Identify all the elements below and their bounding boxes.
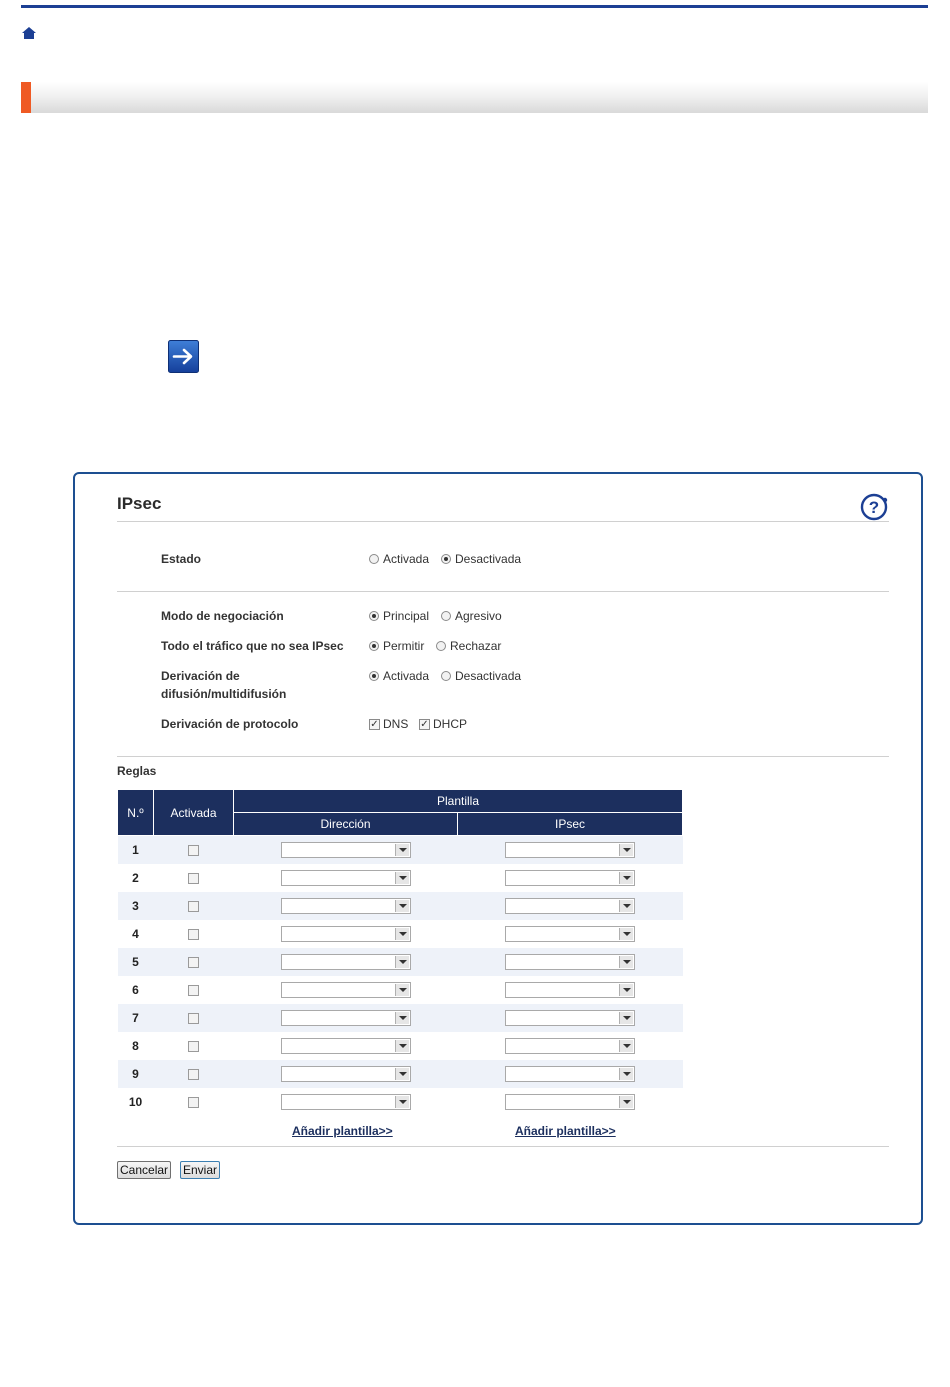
- options-divider: [117, 756, 889, 757]
- trafico-label: Todo el tráfico que no sea IPsec: [161, 639, 344, 653]
- rule-direccion-cell: [234, 1032, 458, 1060]
- modo-principal-radio[interactable]: [369, 611, 379, 621]
- trafico-permitir-option[interactable]: [369, 639, 424, 653]
- rule-activada-checkbox[interactable]: [188, 985, 199, 996]
- top-divider: [21, 5, 928, 8]
- rule-activada-checkbox[interactable]: [188, 1097, 199, 1108]
- table-row: [118, 1088, 683, 1116]
- difusion-activada-radio[interactable]: [369, 671, 379, 681]
- ipsec-select[interactable]: [505, 842, 635, 858]
- section-title-bar: [21, 82, 928, 113]
- rule-number: 4: [118, 920, 154, 948]
- trafico-rechazar-option[interactable]: [436, 639, 501, 653]
- chevron-down-icon[interactable]: [395, 1068, 409, 1080]
- direccion-select[interactable]: [281, 926, 411, 942]
- modo-agresivo-label: Agresivo: [455, 609, 502, 623]
- ipsec-select[interactable]: [505, 1038, 635, 1054]
- header-activada: Activada: [154, 790, 234, 836]
- rule-ipsec-cell: [458, 892, 683, 920]
- table-row: [118, 1004, 683, 1032]
- modo-agresivo-radio[interactable]: [441, 611, 451, 621]
- chevron-down-icon[interactable]: [395, 928, 409, 940]
- chevron-down-icon[interactable]: [619, 956, 633, 968]
- add-template-direccion-link[interactable]: Añadir plantilla>>: [292, 1124, 393, 1138]
- help-icon[interactable]: [860, 493, 890, 521]
- rule-activada-cell: [154, 892, 234, 920]
- derivacion-difusion-label: [161, 667, 286, 703]
- derivacion-protocolo-label: Derivación de protocolo: [161, 717, 299, 731]
- estado-activada-option[interactable]: [369, 552, 429, 566]
- ipsec-select[interactable]: [505, 926, 635, 942]
- estado-desactivada-radio[interactable]: [441, 554, 451, 564]
- rule-activada-checkbox[interactable]: [188, 1069, 199, 1080]
- rule-direccion-cell: [234, 920, 458, 948]
- rule-activada-cell: [154, 976, 234, 1004]
- chevron-down-icon[interactable]: [395, 1096, 409, 1108]
- table-row: [118, 1060, 683, 1088]
- rule-number: 3: [118, 892, 154, 920]
- rule-activada-checkbox[interactable]: [188, 873, 199, 884]
- panel-title: IPsec: [117, 494, 162, 513]
- direccion-select[interactable]: [281, 870, 411, 886]
- modo-principal-label: Principal: [383, 609, 430, 623]
- chevron-down-icon[interactable]: [619, 928, 633, 940]
- header-num: N.º: [118, 790, 154, 836]
- rule-activada-checkbox[interactable]: [188, 957, 199, 968]
- estado-divider: [117, 591, 889, 592]
- rule-activada-checkbox[interactable]: [188, 845, 199, 856]
- chevron-down-icon[interactable]: [395, 984, 409, 996]
- chevron-down-icon[interactable]: [619, 1012, 633, 1024]
- add-template-ipsec-link[interactable]: Añadir plantilla>>: [515, 1124, 616, 1138]
- direccion-select[interactable]: [281, 898, 411, 914]
- rule-direccion-cell: [234, 1088, 458, 1116]
- derivacion-difusion-label-line1: Derivación de: [161, 669, 240, 683]
- ipsec-select[interactable]: [505, 954, 635, 970]
- ipsec-select[interactable]: [505, 898, 635, 914]
- rule-activada-cell: [154, 1032, 234, 1060]
- dns-option[interactable]: [369, 717, 408, 731]
- rule-ipsec-cell: [458, 948, 683, 976]
- rule-direccion-cell: [234, 864, 458, 892]
- direccion-select[interactable]: [281, 1010, 411, 1026]
- direccion-select[interactable]: [281, 1066, 411, 1082]
- rule-number: 8: [118, 1032, 154, 1060]
- rule-ipsec-cell: [458, 1004, 683, 1032]
- rule-ipsec-cell: [458, 1060, 683, 1088]
- chevron-down-icon[interactable]: [619, 1068, 633, 1080]
- rule-direccion-cell: [234, 948, 458, 976]
- modo-agresivo-option[interactable]: [441, 609, 502, 623]
- rule-activada-checkbox[interactable]: [188, 929, 199, 940]
- estado-activada-label: Activada: [383, 552, 430, 566]
- rule-ipsec-cell: [458, 1032, 683, 1060]
- dhcp-label: DHCP: [433, 717, 468, 731]
- direccion-select[interactable]: [281, 1094, 411, 1110]
- table-row: [118, 920, 683, 948]
- dns-checkbox[interactable]: ✓: [370, 718, 379, 730]
- difusion-activada-label: Activada: [383, 669, 430, 683]
- rule-direccion-cell: [234, 836, 458, 865]
- table-row: [118, 892, 683, 920]
- header-direccion: Dirección: [234, 813, 458, 836]
- trafico-rechazar-radio[interactable]: [436, 641, 446, 651]
- rule-activada-cell: [154, 836, 234, 865]
- difusion-desactivada-radio[interactable]: [441, 671, 451, 681]
- rule-number: 10: [118, 1088, 154, 1116]
- rule-ipsec-cell: [458, 976, 683, 1004]
- header-ipsec: IPsec: [458, 813, 683, 836]
- ipsec-select[interactable]: [505, 982, 635, 998]
- rule-activada-checkbox[interactable]: [188, 1013, 199, 1024]
- chevron-down-icon[interactable]: [619, 1040, 633, 1052]
- table-row: [118, 864, 683, 892]
- chevron-down-icon[interactable]: [619, 984, 633, 996]
- rule-direccion-cell: [234, 976, 458, 1004]
- rule-number: 1: [118, 836, 154, 865]
- rule-activada-cell: [154, 1088, 234, 1116]
- rule-direccion-cell: [234, 1004, 458, 1032]
- dhcp-checkbox[interactable]: ✓: [420, 718, 429, 730]
- rule-number: 7: [118, 1004, 154, 1032]
- rule-ipsec-cell: [458, 1088, 683, 1116]
- table-row: [118, 976, 683, 1004]
- derivacion-difusion-label-line2: difusión/multidifusión: [161, 687, 287, 701]
- rule-number: 5: [118, 948, 154, 976]
- svg-text:?: ?: [868, 498, 880, 517]
- title-divider: [117, 521, 889, 522]
- trafico-permitir-radio[interactable]: [369, 641, 379, 651]
- chevron-down-icon[interactable]: [395, 872, 409, 884]
- direccion-select[interactable]: [281, 842, 411, 858]
- title-accent: [21, 82, 31, 113]
- difusion-activada-option[interactable]: [369, 669, 429, 683]
- arrow-right-icon: [168, 340, 199, 373]
- dhcp-option[interactable]: [419, 717, 467, 731]
- ipsec-select[interactable]: [505, 1010, 635, 1026]
- rule-activada-cell: [154, 948, 234, 976]
- direccion-select[interactable]: [281, 954, 411, 970]
- direccion-select[interactable]: [281, 1038, 411, 1054]
- dns-label: DNS: [383, 717, 409, 731]
- rules-divider: [117, 1146, 889, 1147]
- home-icon[interactable]: [21, 26, 37, 40]
- trafico-permitir-label: Permitir: [383, 639, 425, 653]
- rule-activada-cell: [154, 1060, 234, 1088]
- chevron-down-icon[interactable]: [395, 844, 409, 856]
- rule-activada-cell: [154, 920, 234, 948]
- rule-activada-checkbox[interactable]: [188, 1041, 199, 1052]
- chevron-down-icon[interactable]: [619, 1096, 633, 1108]
- estado-desactivada-option[interactable]: [441, 552, 521, 566]
- difusion-desactivada-label: Desactivada: [455, 669, 522, 683]
- header-plantilla: Plantilla: [234, 790, 683, 813]
- ipsec-select[interactable]: [505, 1066, 635, 1082]
- rule-direccion-cell: [234, 892, 458, 920]
- rule-ipsec-cell: [458, 864, 683, 892]
- rule-activada-cell: [154, 864, 234, 892]
- rule-number: 9: [118, 1060, 154, 1088]
- rules-table: [117, 789, 683, 1116]
- table-row: [118, 836, 683, 865]
- chevron-down-icon[interactable]: [395, 900, 409, 912]
- rules-body: [118, 836, 683, 1117]
- rule-ipsec-cell: [458, 836, 683, 865]
- direccion-select[interactable]: [281, 982, 411, 998]
- chevron-down-icon[interactable]: [619, 900, 633, 912]
- rule-number: 6: [118, 976, 154, 1004]
- chevron-down-icon[interactable]: [395, 1040, 409, 1052]
- estado-desactivada-label: Desactivada: [455, 552, 522, 566]
- table-row: [118, 1032, 683, 1060]
- rule-number: 2: [118, 864, 154, 892]
- chevron-down-icon[interactable]: [395, 1012, 409, 1024]
- chevron-down-icon[interactable]: [619, 844, 633, 856]
- estado-label: Estado: [161, 552, 202, 566]
- cancel-button[interactable]: Cancelar: [117, 1161, 171, 1179]
- rule-ipsec-cell: [458, 920, 683, 948]
- ipsec-select[interactable]: [505, 1094, 635, 1110]
- table-row: [118, 948, 683, 976]
- trafico-rechazar-label: Rechazar: [450, 639, 502, 653]
- chevron-down-icon[interactable]: [395, 956, 409, 968]
- modo-principal-option[interactable]: [369, 609, 429, 623]
- rule-activada-checkbox[interactable]: [188, 901, 199, 912]
- ipsec-panel: [73, 472, 923, 1225]
- chevron-down-icon[interactable]: [619, 872, 633, 884]
- ipsec-select[interactable]: [505, 870, 635, 886]
- reglas-title: Reglas: [117, 764, 157, 778]
- estado-activada-radio[interactable]: [369, 554, 379, 564]
- difusion-desactivada-option[interactable]: [441, 669, 521, 683]
- submit-button[interactable]: Enviar: [180, 1161, 220, 1179]
- rule-direccion-cell: [234, 1060, 458, 1088]
- modo-label: Modo de negociación: [161, 609, 284, 623]
- rule-activada-cell: [154, 1004, 234, 1032]
